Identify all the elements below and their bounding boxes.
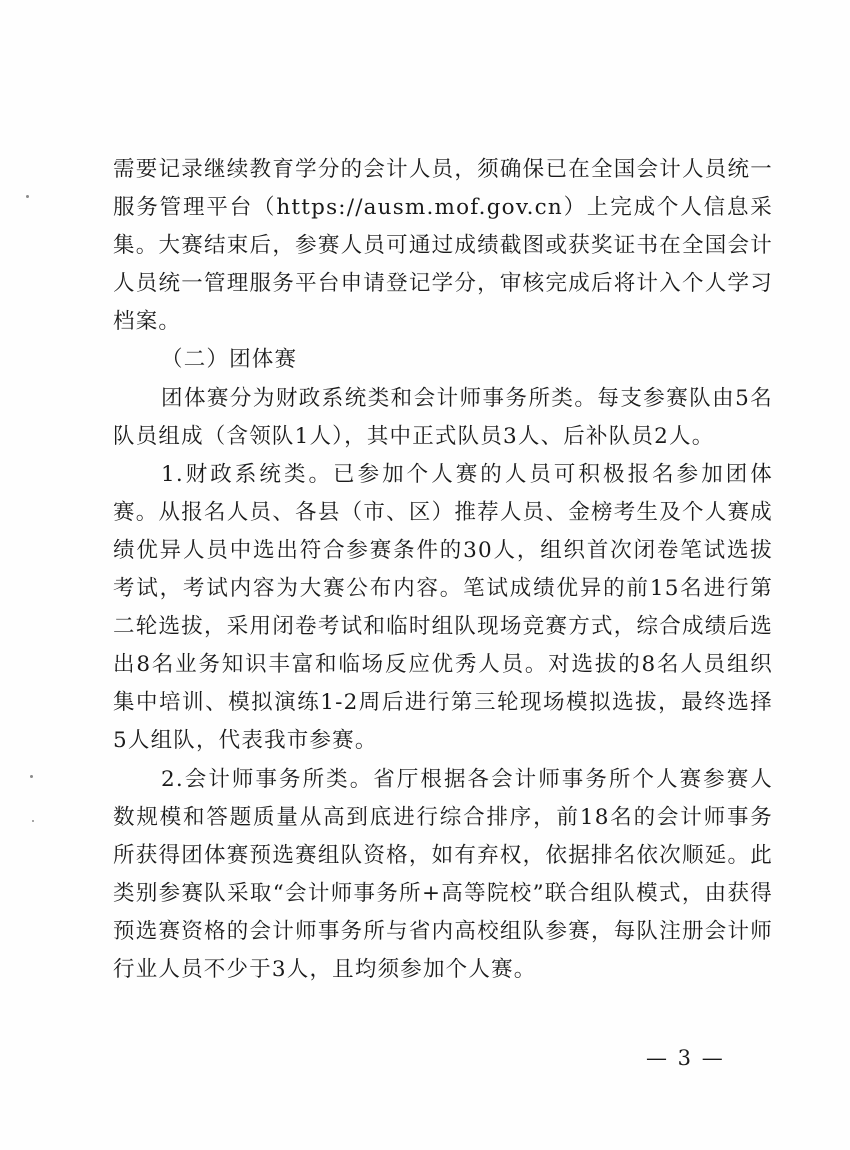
scan-speck bbox=[32, 820, 34, 822]
paragraph-team-contest-overview: 团体赛分为财政系统类和会计师事务所类。每支参赛队由5名队员组成（含领队1人），其中正式队员3人、后补队员2人。 bbox=[113, 385, 773, 449]
paragraph-accounting-firm-category: 2.会计师事务所类。省厅根据各会计师事务所个人赛参赛人数规模和答题质量从高到底进行综合排序，前18名的会计师事务所获得团体赛预选赛组队资格，如有弃权，依据排名依次顺延。此类别参赛队采取“会计师事务所+高等院校”联合组队模式，由获得预选赛资格的会计师事务所与省内高校组队参赛，每队注册会计师行业人员不少于3人，且均须参加个人赛。 bbox=[113, 766, 773, 982]
paragraph-continuing-education: 需要记录继续教育学分的会计人员，须确保已在全国会计人员统一服务管理平台（https://ausm.mof.gov.cn）上完成个人信息采集。大赛结束后，参赛人员可通过成绩截图或获奖证书在全国会计人员统一管理服务平台申请登记学分，审核完成后将计入个人学习档案。 bbox=[113, 157, 773, 335]
paragraph-finance-system-category: 1.财政系统类。已参加个人赛的人员可积极报名参加团体赛。从报名人员、各县（市、区）推荐人员、金榜考生及个人赛成绩优异人员中选出符合参赛条件的30人，组织首次闭卷笔试选拔考试，考试内容为大赛公布内容。笔试成绩优异的前15名进行第二轮选拔，采用闭卷考试和临时组队现场竞赛方式，综合成绩后选出8名业务知识丰富和临场反应优秀人员。对选拔的8名人员组织集中培训、模拟演练1-2周后进行第三轮现场模拟选拔，最终选择5人组队，代表我市参赛。 bbox=[113, 461, 773, 754]
section-heading-team-contest: （二）团体赛 bbox=[161, 347, 298, 373]
scan-speck bbox=[26, 195, 29, 198]
scan-speck bbox=[30, 775, 33, 778]
page-number: — 3 — bbox=[646, 1046, 725, 1070]
document-body bbox=[113, 151, 773, 989]
